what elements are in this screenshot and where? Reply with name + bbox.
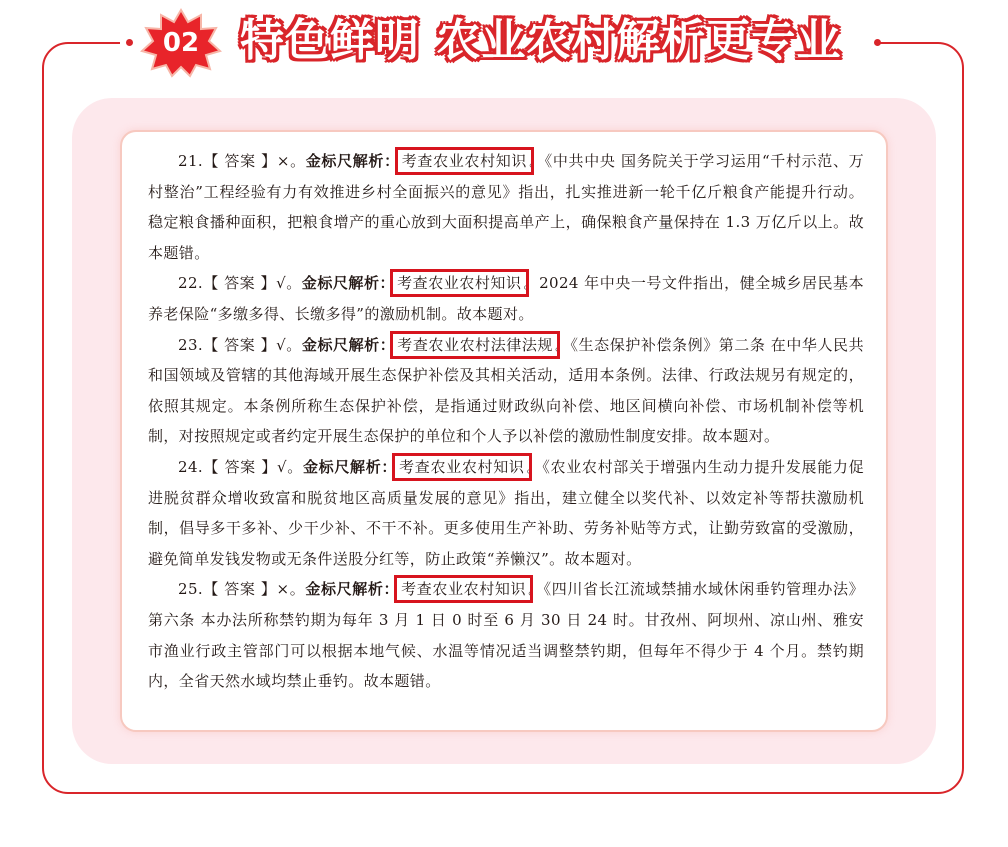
answer-item-22: [148, 268, 864, 329]
question-number: 22.: [178, 274, 204, 293]
topic-highlight: 考查农业农村知识: [401, 152, 528, 170]
separator: 。: [286, 335, 302, 354]
analysis-text: 。2024 年中央一号文件指出，健全城乡居民基本养老保险“多缴多得、长缴多得”的激励机制。故本题对。: [148, 274, 865, 323]
separator: 。: [289, 152, 306, 170]
answer-mark: 【 答案 】√: [203, 457, 287, 476]
analysis-label: 金标尺解析：: [301, 335, 396, 354]
answer-list: [148, 146, 864, 697]
analysis-text: 。《中共中央 国务院关于学习运用“千村示范、万村整治”工程经验有力有效推进乡村全面振兴的意见》指出，扎实推进新一轮千亿斤粮食产能提升行动。稳定粮食播种面积，把粮食增产的重心放到大面积提高单产上，确保粮食产量保持在 1.3 万亿斤以上。故本题错。: [148, 152, 865, 262]
analysis-text: 。《生态保护补偿条例》第二条 在中华人民共和国领域及管辖的其他海域开展生态保护补偿及其相关活动，适用本条例。法律、行政法规另有规定的，依照其规定。本条例所称生态保护补偿，是指通过财政纵向补偿、地区间横向补偿、市场机制补偿等机制，对按照规定或者约定开展生态保护的单位和个人予以补偿的激励性制度安排。故本题对。: [148, 335, 865, 446]
answer-mark: 【 答案 】×: [203, 152, 290, 170]
answer-item-21: [148, 146, 864, 268]
analysis-text: 。《农业农村部关于增强内生动力提升发展能力促进脱贫群众增收致富和脱贫地区高质量发展的意见》指出，建立健全以奖代补、以效定补等帮扶激励机制，倡导多干多补、少干少补、不干不补。更多使用生产补助、劳务补贴等方式，让勤劳致富的受激励，避免简单发钱发物或无条件送股分红等，防止政策“养懒汉”。故本题对。: [148, 457, 864, 568]
answer-sheet: [120, 130, 888, 732]
answer-mark: 【 答案 】√: [203, 335, 287, 354]
badge-number: 02: [162, 28, 200, 58]
question-number: 24.: [178, 457, 204, 476]
answer-item-23: [148, 330, 864, 452]
analysis-label: 金标尺解析：: [302, 457, 398, 476]
separator: 。: [289, 580, 306, 599]
answer-mark: 【 答案 】×: [203, 580, 290, 599]
separator: 。: [286, 274, 302, 293]
question-number: 23.: [178, 335, 204, 354]
question-number: 21.: [178, 152, 204, 170]
page-title: 特色鲜明 农业农村解析更专业: [240, 15, 842, 66]
topic-highlight: 考查农业农村法律法规: [397, 335, 553, 354]
topic-highlight: 考查农业农村知识: [397, 274, 522, 293]
analysis-label: 金标尺解析：: [301, 274, 396, 293]
answer-item-25: [148, 574, 864, 696]
answer-mark: 【 答案 】√: [203, 274, 287, 293]
answer-item-24: [148, 452, 864, 574]
analysis-label: 金标尺解析：: [305, 580, 400, 599]
question-number: 25.: [178, 580, 204, 599]
topic-highlight: 考查农业农村知识: [401, 580, 527, 599]
analysis-text: 。《四川省长江流域禁捕水域休闲垂钓管理办法》第六条 本办法所称禁钓期为每年 3 月 1 日 0 时至 6 月 30 日 24 时。甘孜州、阿坝州、凉山州、雅安市渔业行政主管部门可以根据本地气候、水温等情况适当调整禁钓期，但每年不得少于 4 个月。禁钓期内，全省天然水域均禁止垂钓。故本题错。: [148, 580, 864, 691]
header-dot-left: [126, 39, 133, 46]
section-number-badge: [140, 8, 222, 78]
separator: 。: [286, 457, 303, 476]
analysis-label: 金标尺解析：: [305, 152, 400, 170]
topic-highlight: 考查农业农村知识: [399, 457, 525, 476]
